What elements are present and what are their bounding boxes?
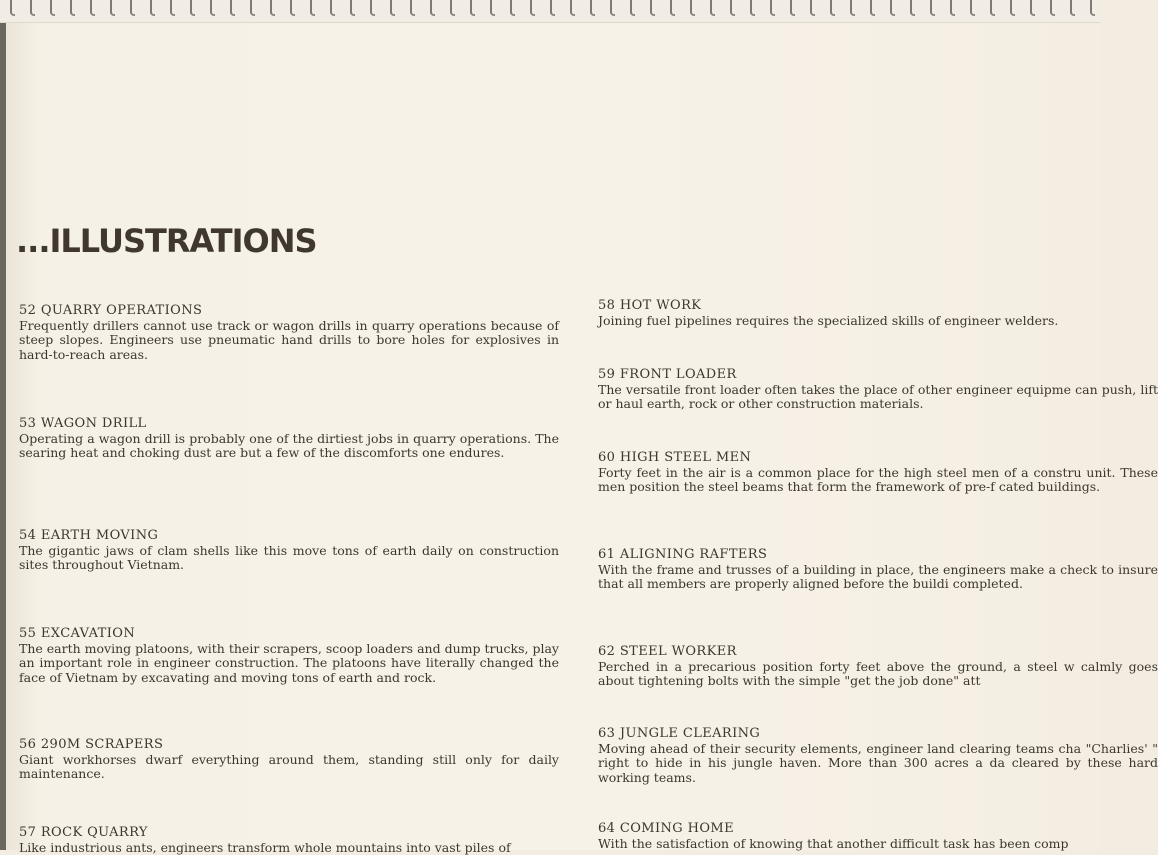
- entry-body: Operating a wagon drill is probably one of the dirtiest jobs in quarry operations. The searing heat and choking dust are but a few of the discomforts one endures.: [19, 432, 559, 461]
- illustration-entry: [19, 304, 559, 362]
- entry-body: With the frame and trusses of a building in place, the engineers make a check to insure that all members are properly aligned before the buildi completed.: [598, 563, 1158, 592]
- entry-title: 57 ROCK QUARRY: [19, 826, 559, 841]
- entry-title: 59 FRONT LOADER: [598, 368, 1158, 383]
- illustration-entry: [598, 368, 1158, 412]
- entry-body: Frequently drillers cannot use track or wagon drills in quarry operations because of steep slopes. Engineers use pneumatic hand drills to bore holes for explosives in hard-to-reach areas.: [19, 319, 559, 363]
- entry-title: 53 WAGON DRILL: [19, 417, 559, 432]
- illustration-entry: [19, 627, 559, 685]
- illustration-entry: [19, 529, 559, 573]
- entry-title: 62 STEEL WORKER: [598, 645, 1158, 660]
- illustration-entry: [598, 822, 1158, 851]
- illustration-entry: [19, 826, 559, 855]
- entry-body: Giant workhorses dwarf everything around them, standing still only for daily maintenance.: [19, 753, 559, 782]
- entry-body: Perched in a precarious position forty feet above the ground, a steel w calmly goes about tightening bolts with the simple "get the job done" att: [598, 660, 1158, 689]
- entry-title: 55 EXCAVATION: [19, 627, 559, 642]
- illustration-entry: [598, 645, 1158, 689]
- illustration-entry: [598, 727, 1158, 785]
- entry-title: 64 COMING HOME: [598, 822, 1158, 837]
- illustration-entry: [598, 451, 1158, 495]
- illustration-entry: [19, 417, 559, 461]
- entry-body: Moving ahead of their security elements, engineer land clearing teams cha "Charlies' " right to hide in his jungle haven. More than 300 acres a da cleared by these hard working teams.: [598, 742, 1158, 786]
- entry-title: 56 290M SCRAPERS: [19, 738, 559, 753]
- entry-title: 52 QUARRY OPERATIONS: [19, 304, 559, 319]
- entry-body: With the satisfaction of knowing that another difficult task has been comp: [598, 837, 1158, 852]
- entry-body: The versatile front loader often takes the place of other engineer equipme can push, lift or haul earth, rock or other construction materials.: [598, 383, 1158, 412]
- entry-title: 58 HOT WORK: [598, 299, 1158, 314]
- entry-body: Joining fuel pipelines requires the specialized skills of engineer welders.: [598, 314, 1158, 329]
- entry-body: Forty feet in the air is a common place for the high steel men of a constru unit. These men position the steel beams that form the framework of pre-f cated buildings.: [598, 466, 1158, 495]
- illustration-entry: [19, 738, 559, 782]
- entry-body: Like industrious ants, engineers transform whole mountains into vast piles of: [19, 841, 559, 855]
- entry-title: 61 ALIGNING RAFTERS: [598, 548, 1158, 563]
- entry-title: 60 HIGH STEEL MEN: [598, 451, 1158, 466]
- illustration-entry: [598, 548, 1158, 592]
- entry-title: 63 JUNGLE CLEARING: [598, 727, 1158, 742]
- illustration-entry: [598, 299, 1158, 328]
- entry-title: 54 EARTH MOVING: [19, 529, 559, 544]
- entry-body: The gigantic jaws of clam shells like this move tons of earth daily on construction sites throughout Vietnam.: [19, 544, 559, 573]
- page-heading: ...ILLUSTRATIONS: [16, 222, 317, 260]
- entry-body: The earth moving platoons, with their scrapers, scoop loaders and dump trucks, play an important role in engineer construction. The platoons have literally changed the face of Vietnam by excavating and moving tons of earth and rock.: [19, 642, 559, 686]
